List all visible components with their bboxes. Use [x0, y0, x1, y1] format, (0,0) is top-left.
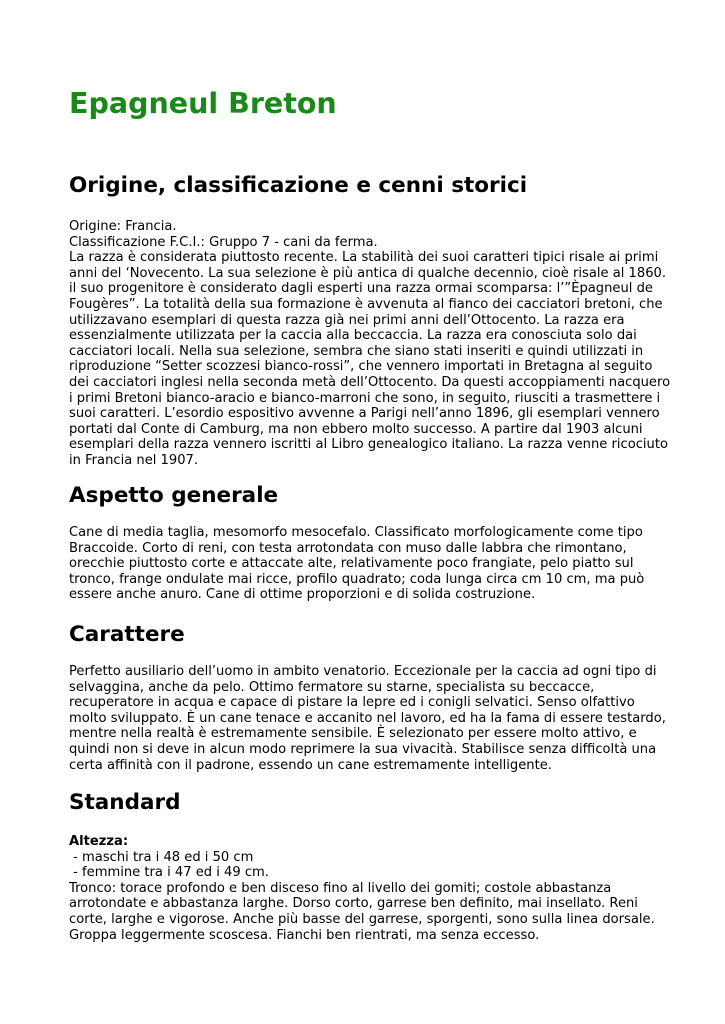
body-line: molto sviluppato. È un cane tenace e accanito nel lavoro, ed ha la fama di essere testardo,: [69, 710, 666, 726]
body-line: dei cacciatori inglesi nella seconda metà dell’Ottocento. Da questi accoppiamenti nacquero: [69, 374, 671, 390]
body-line: in Francia nel 1907.: [69, 452, 199, 468]
body-line: mentre nella realtà è estremamente sensibile. È selezionato per essere molto attivo, e: [69, 726, 637, 742]
body-line: orecchie piuttosto corte e attaccate alte, relativamente poco frangiate, pelo piatto sul: [69, 556, 634, 572]
section-body-aspetto: [69, 525, 669, 603]
body-line: - femmine tra i 47 ed i 49 cm.: [69, 865, 269, 881]
body-line: portati dal Conte di Camburg, ma non ebbero molto successo. A partire dal 1903 alcuni: [69, 421, 643, 437]
section-heading-standard: Standard: [69, 790, 181, 815]
section-body-standard: [69, 834, 669, 943]
body-line: selvaggina, anche da pelo. Ottimo fermatore su starne, specialista su beccacce,: [69, 679, 595, 695]
body-line: esemplari della razza vennero iscritti al Libro genealogico italiano. La razza venne ricociuto: [69, 437, 668, 453]
body-line: Groppa leggermente scoscesa. Fianchi ben rientrati, ma senza eccesso.: [69, 927, 540, 943]
body-line: Perfetto ausiliario dell’uomo in ambito venatorio. Eccezionale per la caccia ad ogni tipo di: [69, 664, 657, 679]
body-line: Classificazione F.C.I.: Gruppo 7 - cani da ferma.: [69, 234, 378, 250]
subheading-altezza: Altezza:: [69, 834, 129, 849]
body-line: quindi non si deve in alcun modo reprimere la sua vivacità. Stabilisce senza difficoltà una: [69, 741, 657, 757]
body-line: cacciatori locali. Nella sua selezione, sembra che siano stati inseriti e quindi utilizzati in: [69, 343, 644, 359]
body-line: tronco, frange ondulate mai ricce, profilo quadrato; coda lunga circa cm 10 cm, ma può: [69, 571, 645, 587]
body-line: Origine: Francia.: [69, 219, 177, 234]
body-line: arrotondate e abbastanza larghe. Dorso corto, garrese ben definito, mai insellato. Reni: [69, 896, 638, 912]
body-line: suoi caratteri. L’esordio espositivo avvenne a Parigi nell’anno 1896, gli esemplari vennero: [69, 406, 660, 422]
body-line: essenzialmente utilizzata per la caccia alla beccaccia. La razza era conosciuta solo dai: [69, 328, 637, 344]
section-heading-aspetto: Aspetto generale: [69, 483, 279, 508]
body-line: utilizzavano esemplari di questa razza già nei primi anni dell’Ottocento. La razza era: [69, 312, 625, 328]
body-line: recuperatore in acqua e capace di pistare la lepre ed i conigli selvatici. Senso olfattivo: [69, 695, 635, 711]
body-line: - maschi tra i 48 ed i 50 cm: [69, 849, 254, 865]
body-line: essere anche anuro. Cane di ottime proporzioni e di solida costruzione.: [69, 587, 536, 603]
body-line: i primi Bretoni bianco-aracio e bianco-marroni che sono, in seguito, riusciti a trasmettere i: [69, 390, 661, 406]
body-line: La razza è considerata piuttosto recente. La stabilità dei suoi caratteri tipici risale ai primi: [69, 250, 659, 266]
section-body-origine: [69, 219, 669, 469]
body-line: Fougères”. La totalità della sua formazione è avvenuta al fianco dei cacciatori bretoni, che: [69, 296, 663, 312]
body-line: il suo progenitore è considerato dagli esperti una razza ormai scomparsa: l’”Èpagneul de: [69, 281, 653, 297]
section-heading-carattere: Carattere: [69, 622, 185, 647]
body-line: Braccoide. Corto di reni, con testa arrotondata con muso dalle labbra che rimontano,: [69, 540, 627, 556]
body-line: certa affinità con il padrone, essendo un cane estremamente intelligente.: [69, 757, 552, 773]
page-title: Epagneul Breton: [69, 87, 337, 120]
section-body-carattere: [69, 664, 669, 773]
body-line: corte, larghe e vigorose. Anche più basse del garrese, sporgenti, sono sulla linea dorsale.: [69, 911, 655, 927]
body-line: Cane di media taglia, mesomorfo mesocefalo. Classificato morfologicamente come tipo: [69, 525, 643, 540]
section-heading-origine: Origine, classificazione e cenni storici: [69, 173, 528, 198]
body-line: riproduzione “Setter scozzesi bianco-rossi”, che vennero importati in Bretagna al seguito: [69, 359, 653, 375]
body-line: Tronco: torace profondo e ben disceso fino al livello dei gomiti; costole abbastanza: [69, 880, 612, 896]
body-line: anni del ‘Novecento. La sua selezione è più antica di qualche decennio, cioè risale al 1860.: [69, 265, 667, 281]
